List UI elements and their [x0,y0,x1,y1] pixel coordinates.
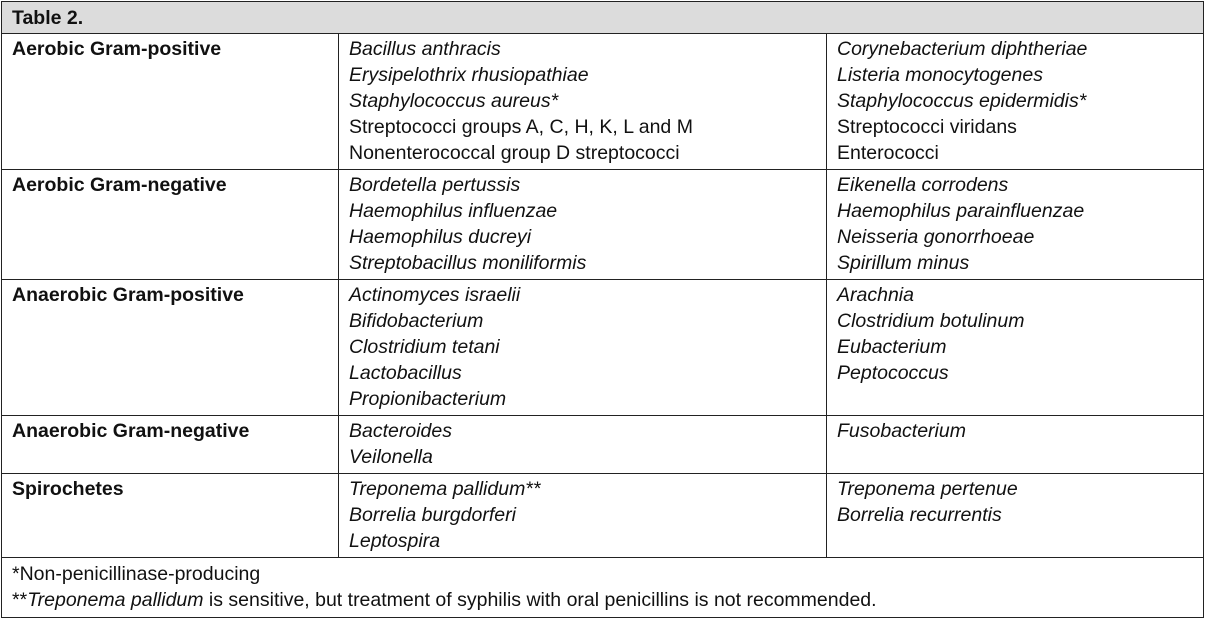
organism-name: Actinomyces israelii [349,284,521,306]
organism-name: Staphylococcus aureus* [349,90,559,112]
organism-cell-col2 [827,474,1204,558]
organism-name: Streptococci groups A, C, H, K, L and M [349,116,693,138]
organism-name: Eubacterium [837,336,947,358]
organism-name: Peptococcus [837,362,949,384]
category-cell: Anaerobic Gram-positive [2,280,339,416]
organism-name: Leptospira [349,530,441,552]
table-row [2,474,1204,558]
category-cell: Aerobic Gram-positive [2,34,339,170]
footnote-cell [2,558,1204,618]
organism-name: Eikenella corrodens [837,174,1009,196]
organism-name: Bacteroides [349,420,452,442]
table-row [2,34,1204,170]
organism-name: Borrelia burgdorferi [349,504,516,526]
organism-cell-col2 [827,416,1204,474]
organism-table [1,1,1204,618]
organism-name: Nonenterococcal group D streptococci [349,142,680,164]
organism-name: Arachnia [837,284,914,306]
organism-name: Enterococci [837,142,939,164]
organism-name: Bifidobacterium [349,310,484,332]
category-cell: Spirochetes [2,474,339,558]
organism-name: Bordetella pertussis [349,174,521,196]
footnote-2-marker: ** [12,589,28,611]
organism-cell-col1 [339,416,827,474]
organism-name: Clostridium botulinum [837,310,1025,332]
organism-name: Treponema pertenue [837,478,1018,500]
organism-name: Haemophilus influenzae [349,200,558,222]
footnote-row [2,558,1204,618]
organism-name: Borrelia recurrentis [837,504,1002,526]
footnote-2-text: is sensitive, but treatment of syphilis with oral penicillins is not recommended. [203,589,877,611]
table-footnotes [2,558,1204,618]
organism-name: Erysipelothrix rhusiopathiae [349,64,589,86]
organism-name: Neisseria gonorrhoeae [837,226,1035,248]
organism-name: Listeria monocytogenes [837,64,1043,86]
organism-name: Streptobacillus moniliformis [349,252,587,274]
table-row [2,416,1204,474]
organism-name: Streptococci viridans [837,116,1017,138]
organism-cell-col2 [827,34,1204,170]
table-title: Table 2. [2,2,1204,34]
footnote-1: *Non-penicillinase-producing [12,563,261,585]
organism-cell-col1 [339,34,827,170]
organism-name: Veilonella [349,446,433,468]
organism-name: Lactobacillus [349,362,462,384]
table-row [2,280,1204,416]
organism-name: Bacillus anthracis [349,38,501,60]
organism-table-container [1,1,1203,618]
organism-cell-col1 [339,280,827,416]
organism-name: Treponema pallidum** [349,478,541,500]
organism-name: Corynebacterium diphtheriae [837,38,1088,60]
category-cell: Aerobic Gram-negative [2,170,339,280]
organism-name: Staphylococcus epidermidis* [837,90,1087,112]
footnote-2 [12,587,1193,613]
footnote-2-organism: Treponema pallidum [27,589,204,611]
organism-cell-col1 [339,474,827,558]
table-body [2,2,1204,558]
organism-name: Fusobacterium [837,420,966,442]
organism-name: Clostridium tetani [349,336,500,358]
organism-name: Haemophilus parainfluenzae [837,200,1085,222]
organism-name: Spirillum minus [837,252,970,274]
table-row [2,170,1204,280]
organism-cell-col2 [827,280,1204,416]
organism-name: Haemophilus ducreyi [349,226,532,248]
table-title-row [2,2,1204,34]
organism-name: Propionibacterium [349,388,507,410]
organism-cell-col2 [827,170,1204,280]
organism-cell-col1 [339,170,827,280]
category-cell: Anaerobic Gram-negative [2,416,339,474]
